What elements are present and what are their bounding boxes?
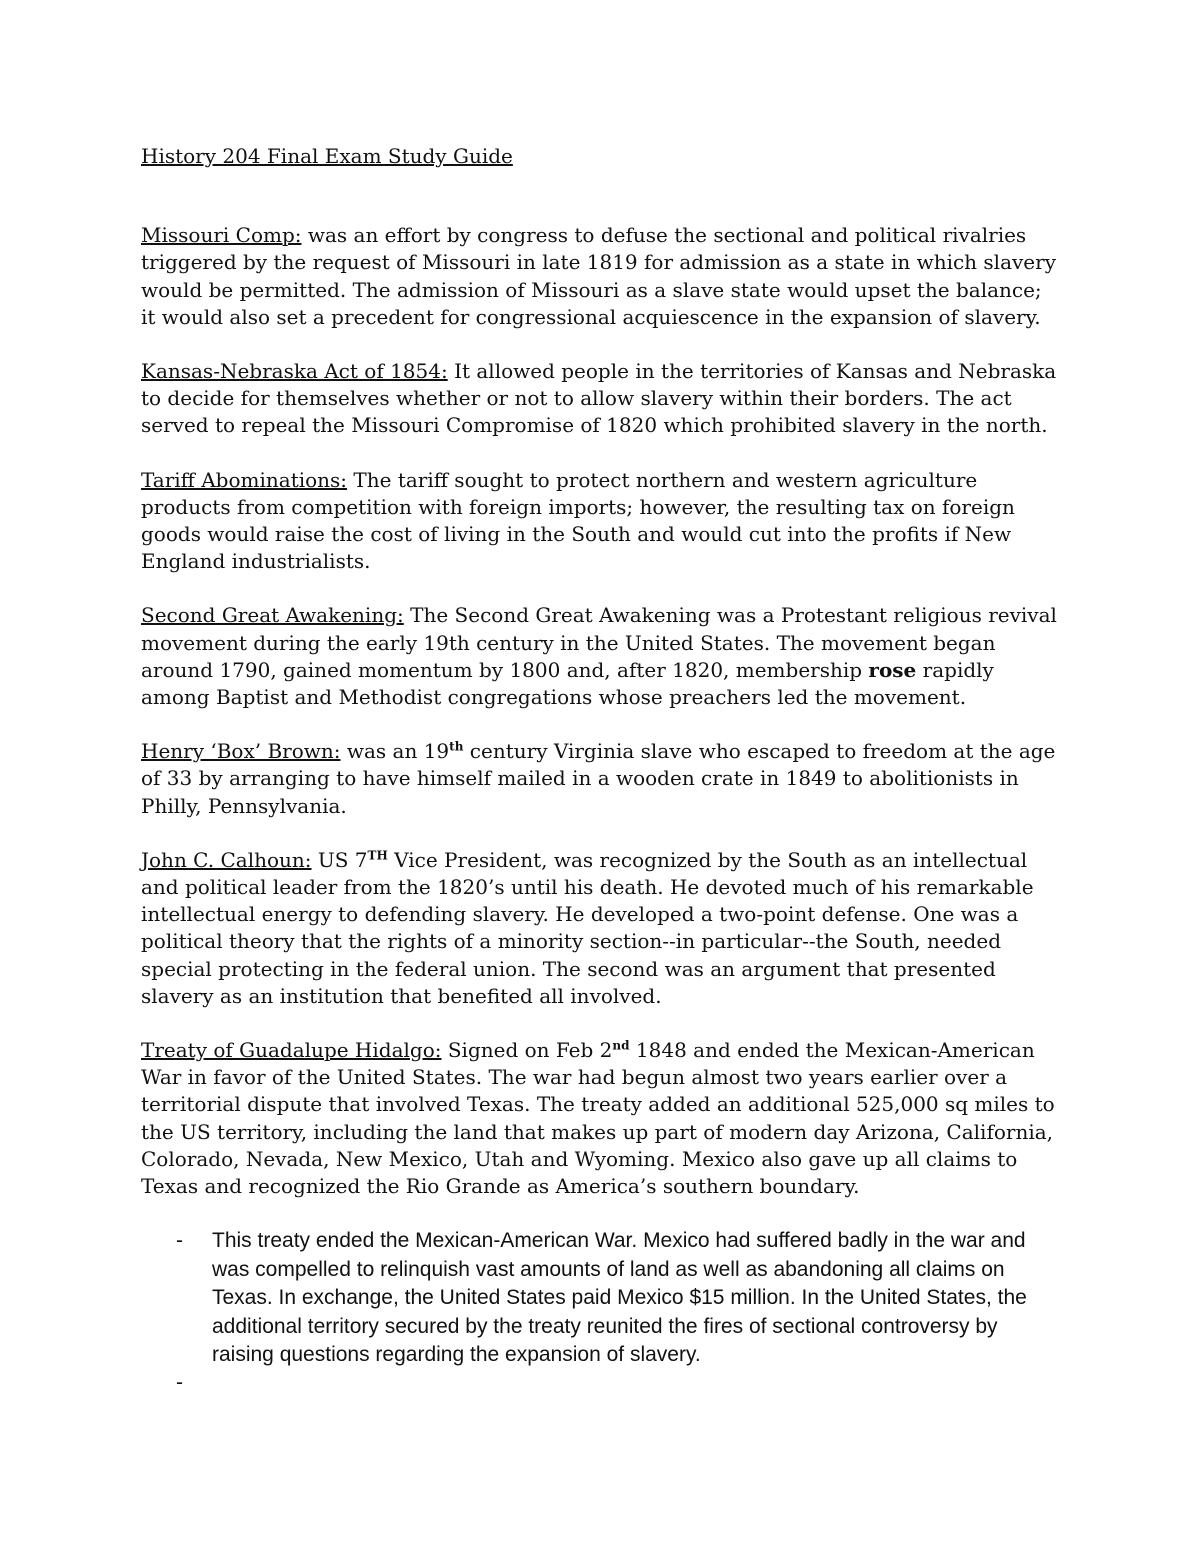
entry-term: Kansas-Nebraska Act of 1854: bbox=[141, 359, 448, 384]
entry-text: Signed on Feb 2 bbox=[441, 1038, 613, 1063]
bullet-list bbox=[141, 1227, 1061, 1395]
entry-missouri-compromise bbox=[141, 222, 1061, 331]
entry-term: Treaty of Guadalupe Hidalgo: bbox=[141, 1038, 442, 1063]
entry-text: The Second Great Awakening was a Protestant religious revival movement during the early 19th century in the United States. The movement began around 1790, gained momentum by 1800 and, after 1820, membership bbox=[141, 603, 1057, 682]
entry-superscript: th bbox=[449, 739, 464, 754]
entry-text: was an 19 bbox=[340, 739, 450, 764]
entry-henry-box-brown bbox=[141, 738, 1061, 820]
entry-treaty-of-guadalupe-hidalgo bbox=[141, 1037, 1061, 1200]
entry-term: Second Great Awakening: bbox=[141, 603, 404, 628]
entry-text-continued: century Virginia slave who escaped to freedom at the age of 33 by arranging to have himself mailed in a wooden crate in 1849 to abolitionists in Philly, Pennsylvania. bbox=[141, 739, 1056, 818]
entry-text: The tariff sought to protect northern and western agriculture products from competition with foreign imports; however, the resulting tax on foreign goods would raise the cost of living in the South and would cut into the profits if New England industrialists. bbox=[141, 467, 1015, 574]
bullet-dash: - bbox=[176, 1371, 183, 1395]
entry-superscript: nd bbox=[612, 1038, 630, 1053]
page-title: History 204 Final Exam Study Guide bbox=[141, 144, 513, 168]
entry-john-c-calhoun bbox=[141, 847, 1061, 1010]
entry-term: Henry ‘Box’ Brown: bbox=[141, 739, 341, 764]
entry-text: US 7 bbox=[311, 847, 368, 872]
entry-term: Tariff Abominations: bbox=[141, 467, 348, 492]
entry-superscript: TH bbox=[367, 848, 388, 863]
entry-text-continued: rapidly among Baptist and Methodist congregations whose preachers led the movement. bbox=[141, 657, 994, 710]
document-page bbox=[141, 143, 1061, 1395]
entry-tariff-abominations bbox=[141, 467, 1061, 576]
entry-kansas-nebraska-act bbox=[141, 358, 1061, 440]
entry-text-continued: 1848 and ended the Mexican-American War in favor of the United States. The war had begun almost two years earlier over a territorial dispute that involved Texas. The treaty added an additional 525,000 sq miles to the US territory, including the land that makes up part of modern day Arizona, California, Colorado, Nevada, New Mexico, Utah and Wyoming. Mexico also gave up all claims to Texas and recognized the Rio Grande as America’s southern boundary. bbox=[141, 1038, 1055, 1199]
entry-bold-word: rose bbox=[868, 657, 917, 682]
entry-second-great-awakening bbox=[141, 602, 1061, 711]
list-item bbox=[141, 1227, 1061, 1369]
entry-text: It allowed people in the territories of Kansas and Nebraska to decide for themselves whether or not to allow slavery within their borders. The act served to repeal the Missouri Compromise of 1820 which prohibited slavery in the north. bbox=[141, 359, 1057, 438]
entry-term: Missouri Comp: bbox=[141, 223, 302, 248]
entry-text: was an effort by congress to defuse the sectional and political rivalries triggered by the request of Missouri in late 1819 for admission as a state in which slavery would be permitted. The admission of Missouri as a slave state would upset the balance; it would also set a precedent for congressional acquiescence in the expansion of slavery. bbox=[141, 223, 1056, 329]
bullet-dash: - bbox=[176, 1229, 183, 1253]
entry-term: John C. Calhoun: bbox=[141, 847, 312, 872]
bullet-text: This treaty ended the Mexican-American War. Mexico had suffered badly in the war and was compelled to relinquish vast amounts of land as well as abandoning all claims on Texas. In exchange, the United States paid Mexico $15 million. In the United States, the additional territory secured by the treaty reunited the fires of sectional controversy by raising questions regarding the expansion of slavery. bbox=[212, 1229, 1027, 1366]
entry-text-continued: Vice President, was recognized by the South as an intellectual and political leader from the 1820’s until his death. He devoted much of his remarkable intellectual energy to defending slavery. He developed a two-point defense. One was a political theory that the rights of a minority section--in particular--the South, needed special protecting in the federal union. The second was an argument that presented slavery as an institution that benefited all involved. bbox=[141, 847, 1034, 1008]
